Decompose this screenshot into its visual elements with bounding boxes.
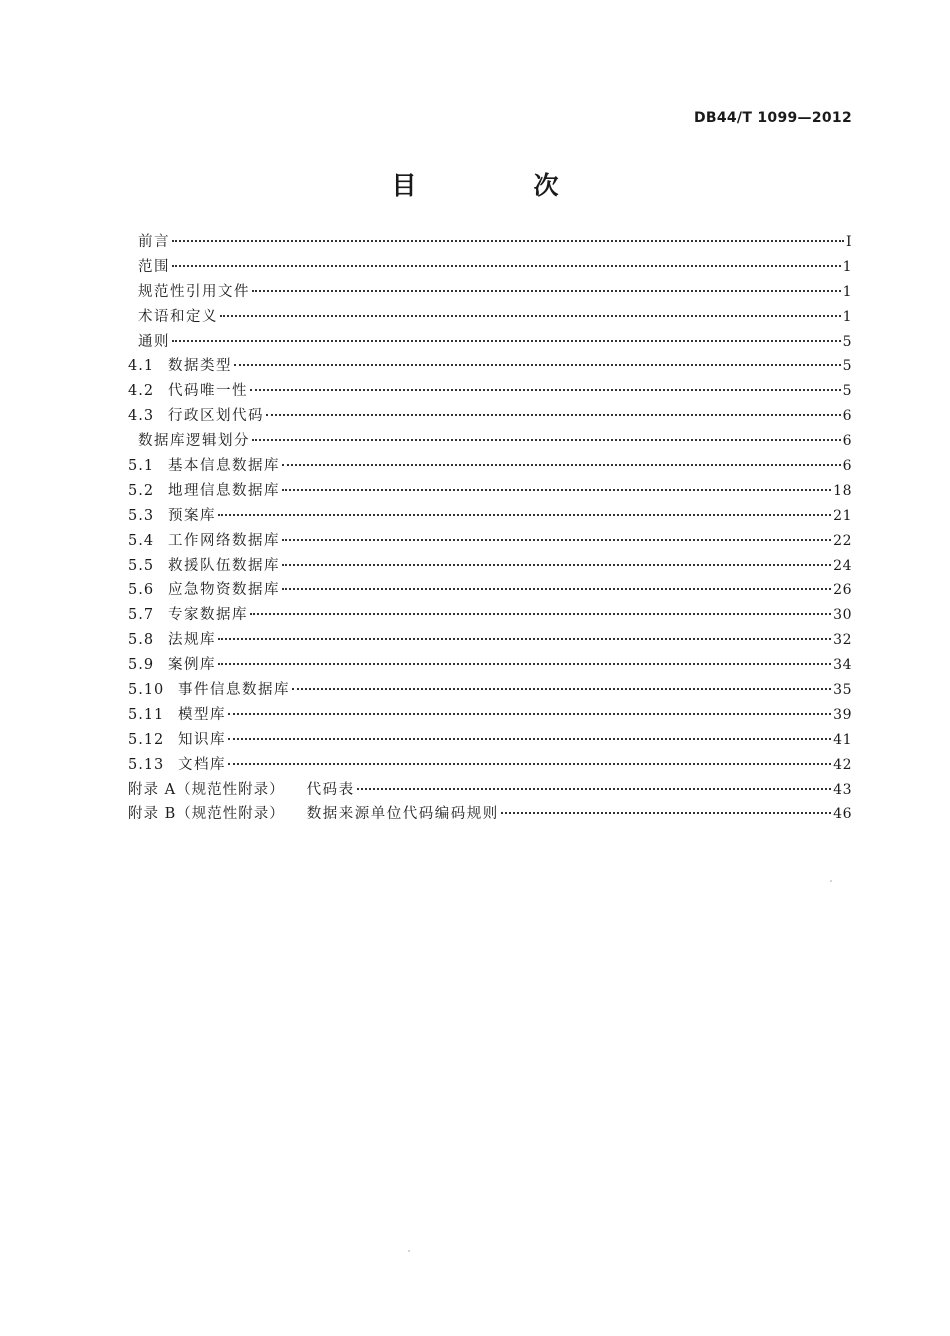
toc-entry[interactable] [128,628,852,653]
toc-entry[interactable] [128,354,852,379]
toc-entry-page: 35 [833,682,852,699]
dot-leader [266,413,841,416]
toc-entry[interactable] [128,802,852,827]
toc-entry-number: 5.9 [128,657,155,674]
toc-entry-page: 6 [842,458,852,475]
toc-entry-page: 6 [842,408,852,425]
toc-entry-label: 预案库 [168,507,216,524]
toc-entry[interactable] [128,379,852,404]
toc-entry-label: 数据来源单位代码编码规则 [306,806,499,823]
toc-title: 目 次 [391,171,605,200]
toc-entry[interactable] [128,504,852,529]
toc-entry-page: 1 [842,283,852,300]
toc-entry-number: 附录 B（规范性附录） [128,806,285,823]
toc-entry-number: 5.4 [128,532,155,549]
toc-entry-page: 24 [833,557,852,574]
toc-entry-number: 4.1 [128,358,155,375]
toc-entry-page: 6 [842,433,852,450]
toc-entry-page: 5 [842,358,852,375]
toc-entry[interactable] [128,578,852,603]
toc-entry-number: 5.3 [128,507,155,524]
toc-entry-page: 21 [833,507,852,524]
dot-leader [228,737,831,740]
toc-entry-number: 4.3 [128,408,155,425]
dot-leader [282,587,831,590]
toc-entry-label: 文档库 [178,756,226,773]
toc-entry-page: 39 [833,706,852,723]
dot-leader [172,264,841,267]
toc-entry-page: 5 [842,333,852,350]
dot-leader [172,339,841,342]
dot-leader [282,538,831,541]
toc-entry-page: 1 [842,308,852,325]
dot-leader [218,662,831,665]
toc-entry[interactable] [128,255,852,280]
toc-entry-number: 5.1 [128,458,155,475]
dot-leader [252,289,841,292]
toc-entry-number: 5.2 [128,482,155,499]
dot-leader [218,637,831,640]
dot-leader [234,363,841,366]
toc-entry-number: 附录 A（规范性附录） [128,781,285,798]
toc-entry-label: 应急物资数据库 [168,582,280,599]
toc-entry-number: 5.13 [128,756,165,773]
toc-entry-label: 通则 [138,333,170,350]
dot-leader [218,513,831,516]
toc-entry[interactable] [128,280,852,305]
dot-leader [501,811,831,814]
toc-entry-number: 5.11 [128,706,165,723]
toc-entry-number: 5.10 [128,682,165,699]
toc-entry-label: 地理信息数据库 [168,482,280,499]
toc-entry-page: 42 [833,756,852,773]
toc-entry[interactable] [128,305,852,330]
toc-entry-page: 5 [842,383,852,400]
toc-entry-label: 救援队伍数据库 [168,557,280,574]
dot-leader [252,438,841,441]
toc-entry[interactable] [128,454,852,479]
toc-entry-label: 范围 [138,258,170,275]
toc-entry-label: 事件信息数据库 [178,682,290,699]
toc-entry-label: 行政区划代码 [168,408,264,425]
toc-entry-page: 26 [833,582,852,599]
toc-entry-label: 数据类型 [168,358,232,375]
dot-leader [220,314,841,317]
toc-entry-page: 34 [833,657,852,674]
toc-entry-page: I [845,234,852,250]
dot-leader [282,488,831,491]
toc-entry-label: 知识库 [178,731,226,748]
dot-leader [292,687,831,690]
toc-entry-label: 规范性引用文件 [138,283,250,300]
dot-leader [282,563,831,566]
toc-entry-page: 1 [842,258,852,275]
toc-entry[interactable] [128,429,852,454]
toc-entry-number: 5.5 [128,557,155,574]
toc-entry-label: 数据库逻辑划分 [138,433,250,450]
toc-entry[interactable] [128,404,852,429]
toc-entry[interactable] [128,678,852,703]
toc-entry-label: 术语和定义 [138,308,218,325]
toc-entry[interactable] [128,753,852,778]
toc-entry-label: 专家数据库 [168,607,248,624]
toc-entry-label: 案例库 [168,657,216,674]
toc-entry[interactable] [128,230,852,255]
toc-entry[interactable] [128,703,852,728]
toc-entry-label: 模型库 [178,706,226,723]
toc-entry-page: 46 [833,806,852,823]
toc-entry-label: 前言 [138,234,170,250]
toc-entry[interactable] [128,728,852,753]
toc-entry[interactable] [128,778,852,803]
toc-entry-page: 22 [833,532,852,549]
toc-entry[interactable] [128,529,852,554]
toc-entry-number: 5.6 [128,582,155,599]
toc-entry-page: 41 [833,731,852,748]
scan-speck [408,1250,410,1252]
toc-entry-label: 代码唯一性 [168,383,248,400]
toc-entry[interactable] [128,653,852,678]
toc-entry[interactable] [128,479,852,504]
toc-entry[interactable] [128,554,852,579]
toc-entry-page: 32 [833,632,852,649]
toc-entry[interactable] [128,603,852,628]
toc-entry-label: 法规库 [168,632,216,649]
table-of-contents [128,230,852,827]
toc-entry-number: 5.12 [128,731,165,748]
toc-entry-label: 基本信息数据库 [168,458,280,475]
dot-leader [357,787,832,790]
dot-leader [228,712,831,715]
toc-entry-page: 30 [833,607,852,624]
scan-speck [830,880,832,882]
dot-leader [250,612,831,615]
toc-entry-page: 43 [833,781,852,798]
dot-leader [228,762,831,765]
dot-leader [282,463,841,466]
document-code: DB44/T 1099—2012 [693,110,852,126]
toc-entry-number: 4.2 [128,383,155,400]
toc-entry-page: 18 [833,482,852,499]
toc-entry-number: 5.7 [128,607,155,624]
toc-entry[interactable] [128,330,852,355]
toc-entry-label: 代码表 [306,781,355,798]
toc-entry-number: 5.8 [128,632,155,649]
toc-entry-label: 工作网络数据库 [168,532,280,549]
dot-leader [172,239,844,242]
dot-leader [250,388,841,391]
